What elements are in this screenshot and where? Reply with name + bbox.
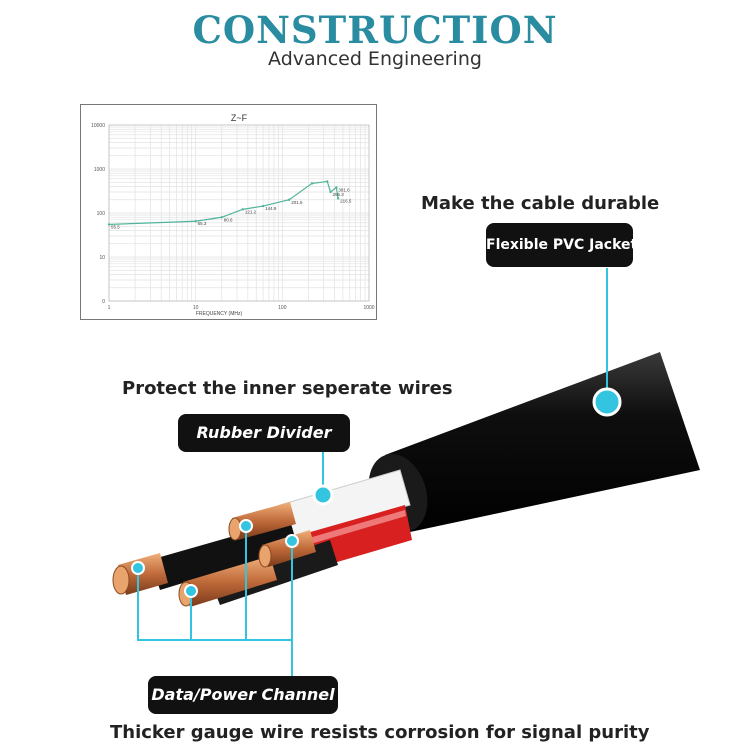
x-tick-label: 1 [107, 305, 111, 311]
x-tick-label: 100 [278, 305, 287, 311]
jacket-marker [594, 389, 620, 415]
chart-title: Z~F [230, 113, 248, 123]
x-tick-label: 10 [192, 305, 199, 311]
y-tick-label: 100 [96, 211, 105, 217]
data-label: 255.3 [332, 192, 344, 198]
data-label: 144.9 [265, 206, 277, 212]
y-tick-label: 10 [99, 255, 105, 261]
durable-caption: Make the cable durable [421, 193, 660, 214]
page-subtitle: Advanced Engineering [268, 48, 482, 70]
y-tick-label: 1000 [93, 167, 105, 173]
data-label: 65.3 [197, 221, 207, 227]
data-power-label: Data/Power Channel [148, 676, 338, 714]
x-tick-label: 1000 [363, 305, 375, 311]
data-label: 216.5 [340, 198, 352, 204]
data-label: 201.5 [291, 199, 303, 205]
data-label: 381.6 [338, 187, 350, 193]
jacket-label: Flexible PVC Jacket [486, 223, 633, 267]
conductor-marker-4 [286, 535, 298, 547]
conductor-marker-1 [132, 562, 144, 574]
thicker-caption: Thicker gauge wire resists corrosion for signal purity [110, 722, 650, 743]
rubber-marker [314, 486, 332, 504]
y-tick-label: 10000 [91, 123, 105, 129]
rubber-divider-label: Rubber Divider [178, 414, 350, 452]
protect-caption: Protect the inner seperate wires [122, 378, 453, 399]
data-label: 80.6 [223, 217, 233, 223]
conductor-marker-2 [185, 585, 197, 597]
conductor-marker-3 [240, 520, 252, 532]
data-label: 121.2 [244, 209, 257, 215]
data-label: 55.5 [111, 224, 120, 230]
y-tick-label: 0 [102, 299, 105, 305]
x-axis-label: FREQUENCY (MHz) [195, 311, 243, 317]
page-title: CONSTRUCTION [192, 8, 558, 52]
